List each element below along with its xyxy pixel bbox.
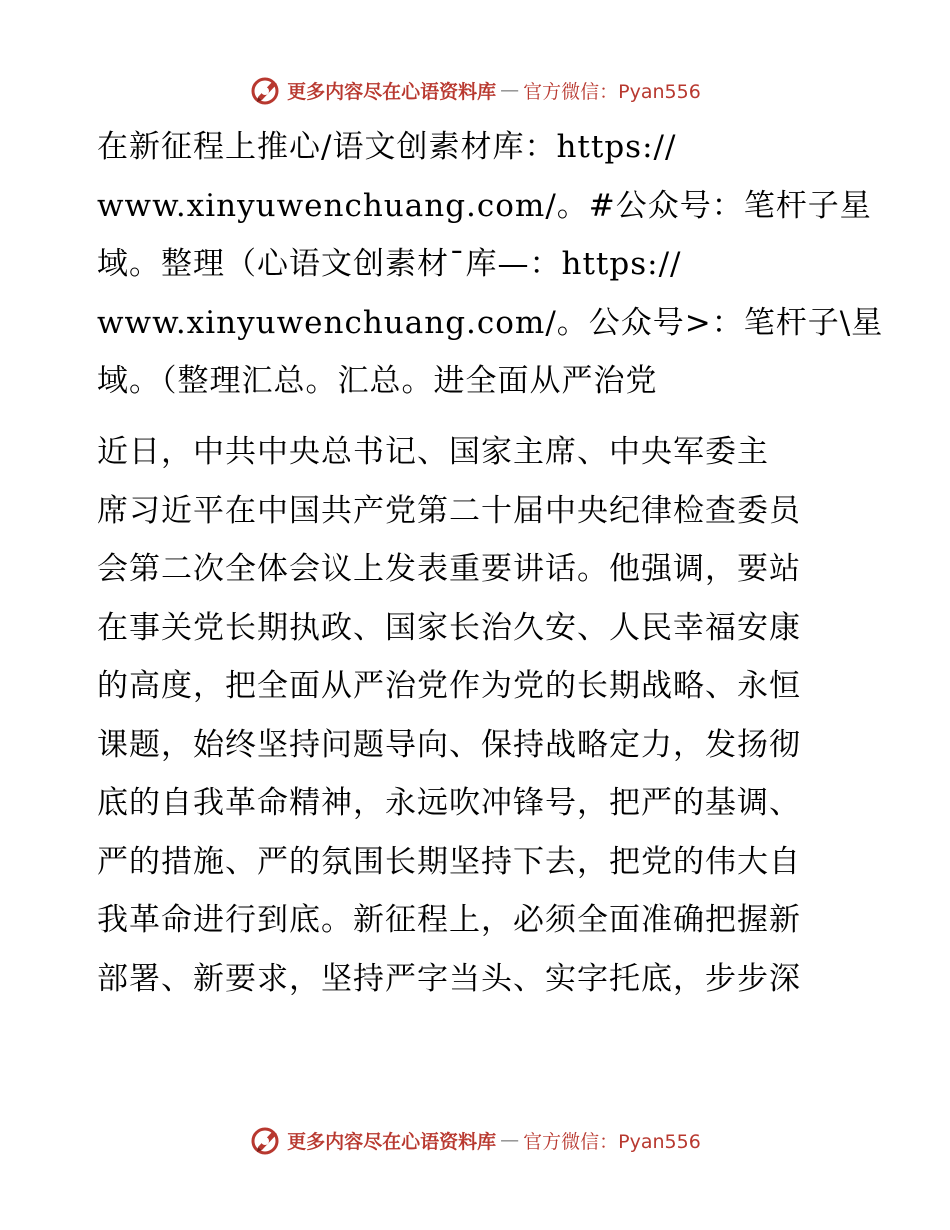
text-line: 域。整理（心语文创素材¯库—：https:// — [97, 246, 682, 282]
paragraph-intro — [97, 118, 884, 411]
text-line: www.xinyuwenchuang.com/。#公众号：笔杆子星 — [97, 187, 872, 224]
header-contact-text: 官方微信：Pyan556 — [523, 80, 701, 103]
text-line: 的高度，把全面从严治党作为党的长期战略、永恒 — [97, 668, 801, 704]
paragraph-main — [97, 423, 857, 1008]
header-brand-text: 更多内容尽在心语资料库 — [287, 80, 497, 103]
text-line: 我革命进行到底。新征程上，必须全面准确把握新 — [97, 902, 801, 938]
text-line: 部署、新要求，坚持严字当头、实字托底，步步深 — [97, 960, 801, 997]
header-banner — [0, 70, 950, 110]
text-line: www.xinyuwenchuang.com/。公众号>：笔杆子\星 — [97, 304, 884, 341]
pen-logo-icon — [249, 73, 283, 107]
footer-dash: — — [500, 1129, 520, 1151]
text-line: 域。（整理汇总。汇总。进全面从严治党 — [97, 363, 658, 399]
text-line: 席习近平在中国共产党第二十届中央纪律检查委员 — [97, 492, 801, 529]
text-line: 在事关党长期执政、国家长治久安、人民幸福安康 — [97, 609, 801, 646]
footer-banner — [0, 1120, 950, 1160]
pen-logo-icon — [249, 1123, 283, 1157]
text-line: 课题，始终坚持问题导向、保持战略定力，发扬彻 — [97, 726, 801, 763]
footer-brand-text: 更多内容尽在心语资料库 — [287, 1130, 497, 1153]
text-line: 底的自我革命精神，永远吹冲锋号，把严的基调、 — [97, 785, 801, 821]
text-line: 会第二次全体会议上发表重要讲话。他强调，要站 — [97, 551, 801, 587]
footer-banner-content — [249, 1123, 701, 1157]
header-dash: — — [500, 79, 520, 101]
text-line: 近日，中共中央总书记、国家主席、中央军委主 — [97, 434, 769, 470]
header-banner-content — [249, 73, 701, 107]
footer-contact-text: 官方微信：Pyan556 — [523, 1130, 701, 1153]
text-line: 严的措施、严的氛围长期坚持下去，把党的伟大自 — [97, 843, 801, 880]
text-line: 在新征程上推心/语文创素材库：https:// — [97, 129, 677, 165]
